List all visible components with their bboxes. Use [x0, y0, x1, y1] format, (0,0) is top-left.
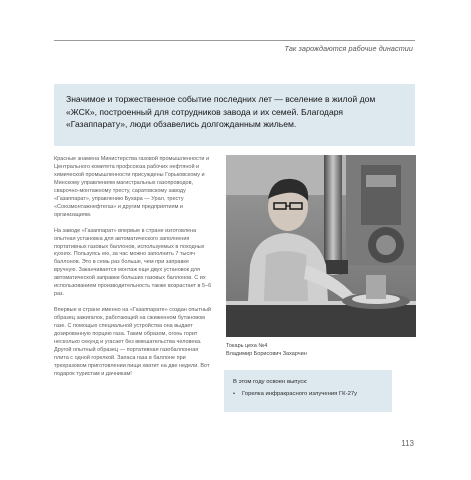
running-head: Так зарождаются рабочие династии: [284, 44, 413, 53]
header-rule: [54, 40, 415, 41]
info-box-item-text: Горелка инфракрасного излучения ГК-27у: [242, 391, 358, 397]
info-box: [224, 370, 392, 412]
info-box-item: [233, 390, 384, 398]
lead-box: [54, 84, 415, 146]
info-box-title: В этом году освоен выпуск:: [233, 379, 308, 385]
photo-caption: [226, 343, 416, 358]
worker-photo: [226, 155, 416, 337]
worker-photo-image: [226, 155, 416, 337]
page-number: 113: [401, 439, 414, 448]
caption-role: Токарь цеха №4: [226, 343, 268, 349]
body-paragraph: Впервые в стране именно на «Газаппарате» создан опытный образец зажигалок, работающей на сжиженном бутановом газе. С помощью специальной устройства она выдает дозированную порцию газа. Таким образом, огонь горит несколько секунд и угасает без вмешательства человека. Другой опытный образец — портативная газобаллонная плита с одной горелкой. Запаса газа в баллоне при трехразовом приготовлении пищи хватит на две недели. Вот подарок туристам и дачникам!: [54, 307, 211, 377]
caption-name: Владимир Борисович Захарчин: [226, 350, 307, 357]
body-paragraph: На заводе «Газаппарат» впервые в стране изготовлена опытная установка для автоматического заполнения портативных газовых баллонов, используемых в походных кухнях. Пользуясь ею, за час можно заполнить 7 тысяч баллонов. Это в семь раз больше, чем при заправке вручную. Заканчивается монтаж еще двух установок для автоматической заправки больших газовых баллонов. С их использованием производительность также возрастает в 5–6 раз.: [54, 227, 212, 298]
body-text-column: [54, 156, 212, 387]
lead-text: Значимое и торжественное событие последних лет — вселение в жилой дом «ЖСК», построенный для сотрудников завода и их семей. Благодаря «Газаппарату», люди обзавелись долгожданным жильем.: [66, 94, 376, 130]
bullet-icon: •: [233, 391, 236, 397]
body-paragraph: Красные знамена Министерства газовой промышленности и Центрального комитета профсоюза рабочих нефтяной и химической промышленности присуждены Горьковскому и Минскому управлениям магистральных газопроводов, сварочно-монтажному тресту, саратовскому заводу «Газаппарат», управлению Бухара — Урал, тресту «Союзмонтажнефтегаз» и другим предприятиям и организациям.: [54, 156, 210, 218]
